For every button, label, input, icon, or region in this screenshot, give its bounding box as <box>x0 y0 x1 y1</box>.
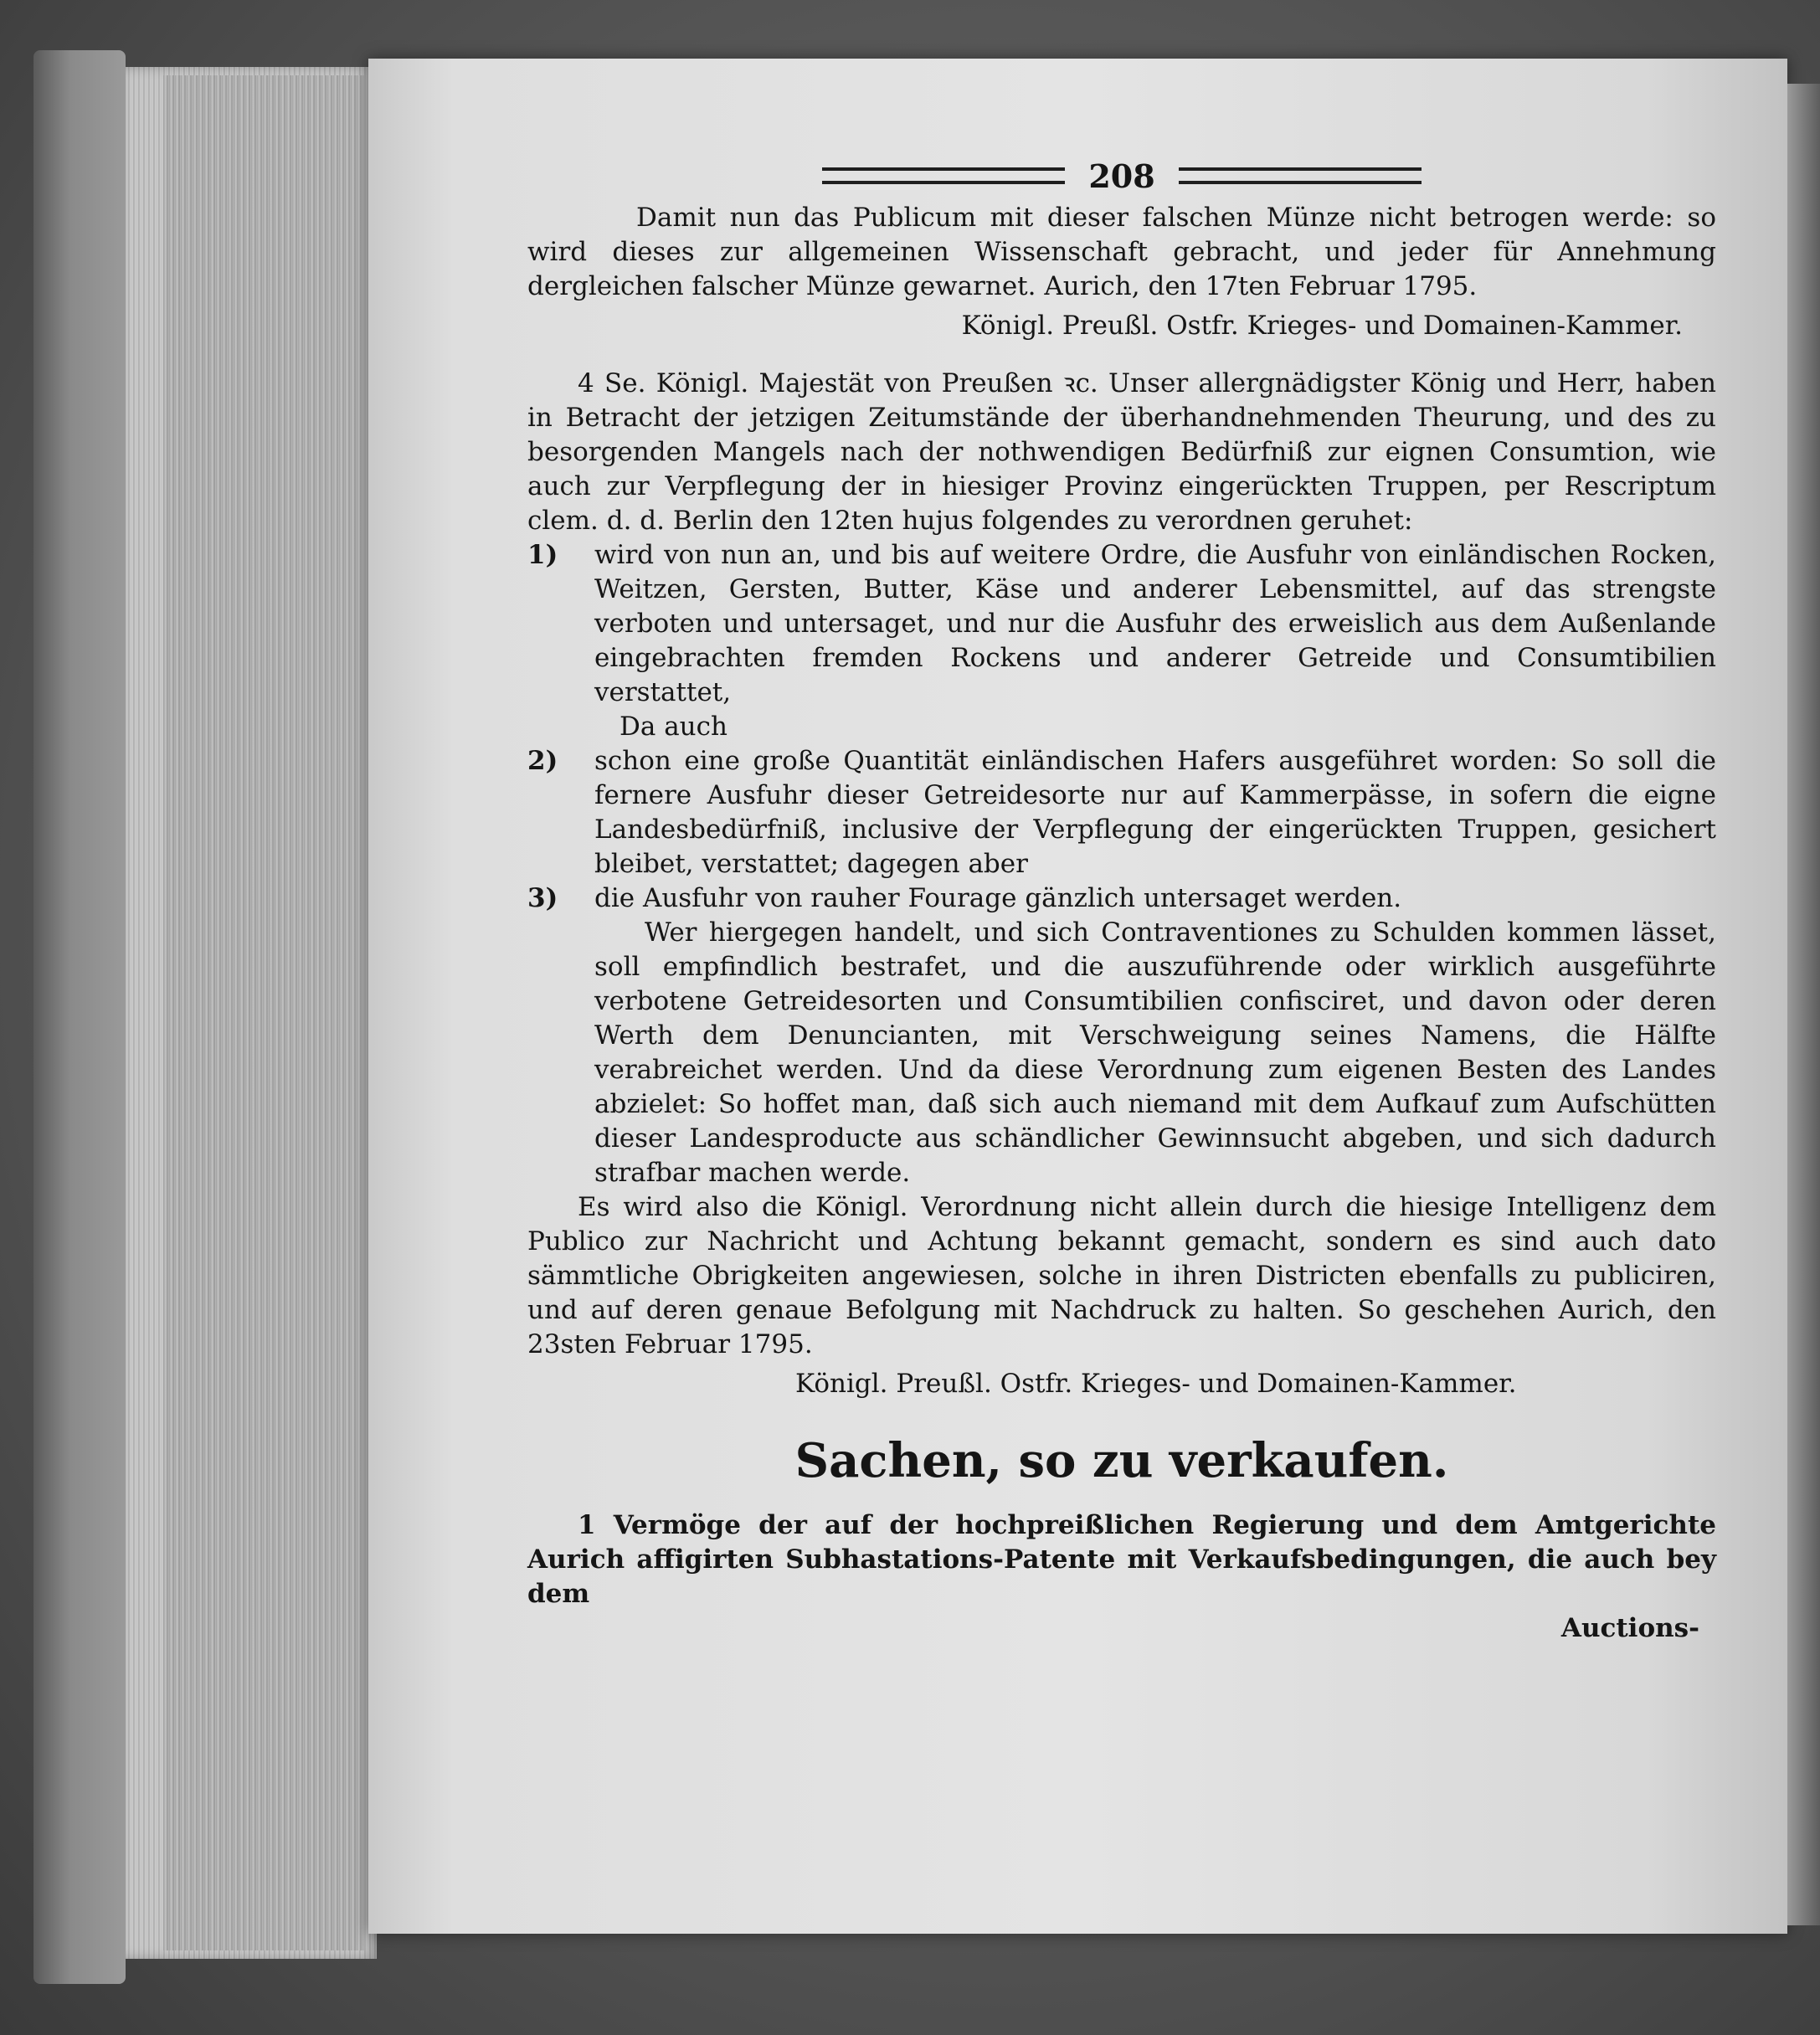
paragraph-sale-notice: 1 Vermöge der auf der hochpreißlichen Regierung und dem Amtgerichte Aurich affigirten Subhastations-Patente mit Verkaufsbedingungen, die auch bey dem <box>527 1510 1716 1609</box>
section-heading: Sachen, so zu verkaufen. <box>794 1433 1449 1488</box>
page-edges-inner <box>163 75 364 1950</box>
header-rule-right <box>1179 167 1422 184</box>
header-rule-left <box>822 167 1065 184</box>
decree-item-text: schon eine große Quantität einländischen Hafers ausgeführet worden: So soll die fernere Ausfuhr dieser Getreidesorte nur auf Kammerpässe, in sofern die eigne Landesbedürfniß, inclusive der Verpflegung der eingerückten Truppen, gesichert bleibet, verstattet; dagegen aber <box>594 746 1716 879</box>
facing-page-edge <box>1787 84 1820 1925</box>
page-header <box>527 151 1716 201</box>
decree-item-number: 2) <box>527 746 558 776</box>
paragraph-false-coin-notice: Damit nun das Publicum mit dieser falschen Münze nicht betrogen werde: so wird dieses zur allgemeinen Wissenschaft gebracht, und jeder für Annehmung dergleichen falscher Münze gewarnet. Aurich, den 17ten Februar 1795. <box>527 203 1716 301</box>
paragraph-penalties: Wer hiergegen handelt, und sich Contraventiones zu Schulden kommen lässet, soll empfindlich bestrafet, und die auszuführende oder wirklich ausgeführte verbotene Getreidesorten und Consumtibilien confisciret, und davon oder deren Werth dem Denuncianten, mit Verschweigung seines Namens, die Hälfte verabreichet werden. Und da diese Verordnung zum eigenen Besten des Landes abzielet: So hoffet man, daß sich auch niemand mit dem Aufkauf zum Aufschütten dieser Landesproducte aus schändlicher Gewinnsucht abgeben, und sich dadurch strafbar machen werde. <box>594 917 1716 1188</box>
signature-chamber-1: Königl. Preußl. Ostfr. Krieges- und Domainen-Kammer. <box>961 311 1683 341</box>
decree-item-3 <box>527 881 1716 916</box>
page-number: 208 <box>1088 157 1155 195</box>
decree-item-number: 3) <box>527 883 558 913</box>
penalty-block <box>527 916 1716 1190</box>
paragraph-publication: Es wird also die Königl. Verordnung nicht allein durch die hiesige Intelligenz dem Publico zur Nachricht und Achtung bekannt gemacht, sondern es sind auch dato sämmtliche Obrigkeiten angewiesen, solche in ihren Districten ebenfalls zu publiciren, und auf deren genaue Befolgung mit Nachdruck zu halten. So geschehen Aurich, den 23sten Februar 1795. <box>527 1192 1716 1359</box>
book-cover-edge <box>33 50 126 1984</box>
decree-item-1 <box>527 538 1716 710</box>
page-content <box>527 151 1716 1646</box>
decree-item-number: 1) <box>527 540 558 570</box>
paragraph-royal-decree: 4 Se. Königl. Majestät von Preußen ꝛc. Unser allergnädigster König und Herr, haben in Betracht der jetzigen Zeitumstände der überhandnehmenden Theurung, und des zu besorgenden Mangels nach der nothwendigen Bedürfniß zur eignen Consumtion, wie auch zur Verpflegung der in hiesiger Provinz eingerückten Truppen, per Rescriptum clem. d. d. Berlin den 12ten hujus folgendes zu verordnen geruhet: <box>527 368 1716 536</box>
signature-chamber-2: Königl. Preußl. Ostfr. Krieges- und Domainen-Kammer. <box>795 1369 1517 1399</box>
catchword: Auctions- <box>1560 1613 1699 1643</box>
transition-da-auch: Da auch <box>620 712 727 742</box>
decree-item-2 <box>527 744 1716 881</box>
decree-item-text: die Ausfuhr von rauher Fourage gänzlich untersaget werden. <box>594 883 1402 913</box>
decree-item-text: wird von nun an, und bis auf weitere Ordre, die Ausfuhr von einländischen Rocken, Weitzen, Gersten, Butter, Käse und anderer Lebensmittel, auf das strengste verboten und untersaget, und nur die Ausfuhr des erweislich aus dem Außenlande eingebrachten fremden Rockens und anderer Getreide und Consumtibilien verstattet, <box>594 540 1716 707</box>
